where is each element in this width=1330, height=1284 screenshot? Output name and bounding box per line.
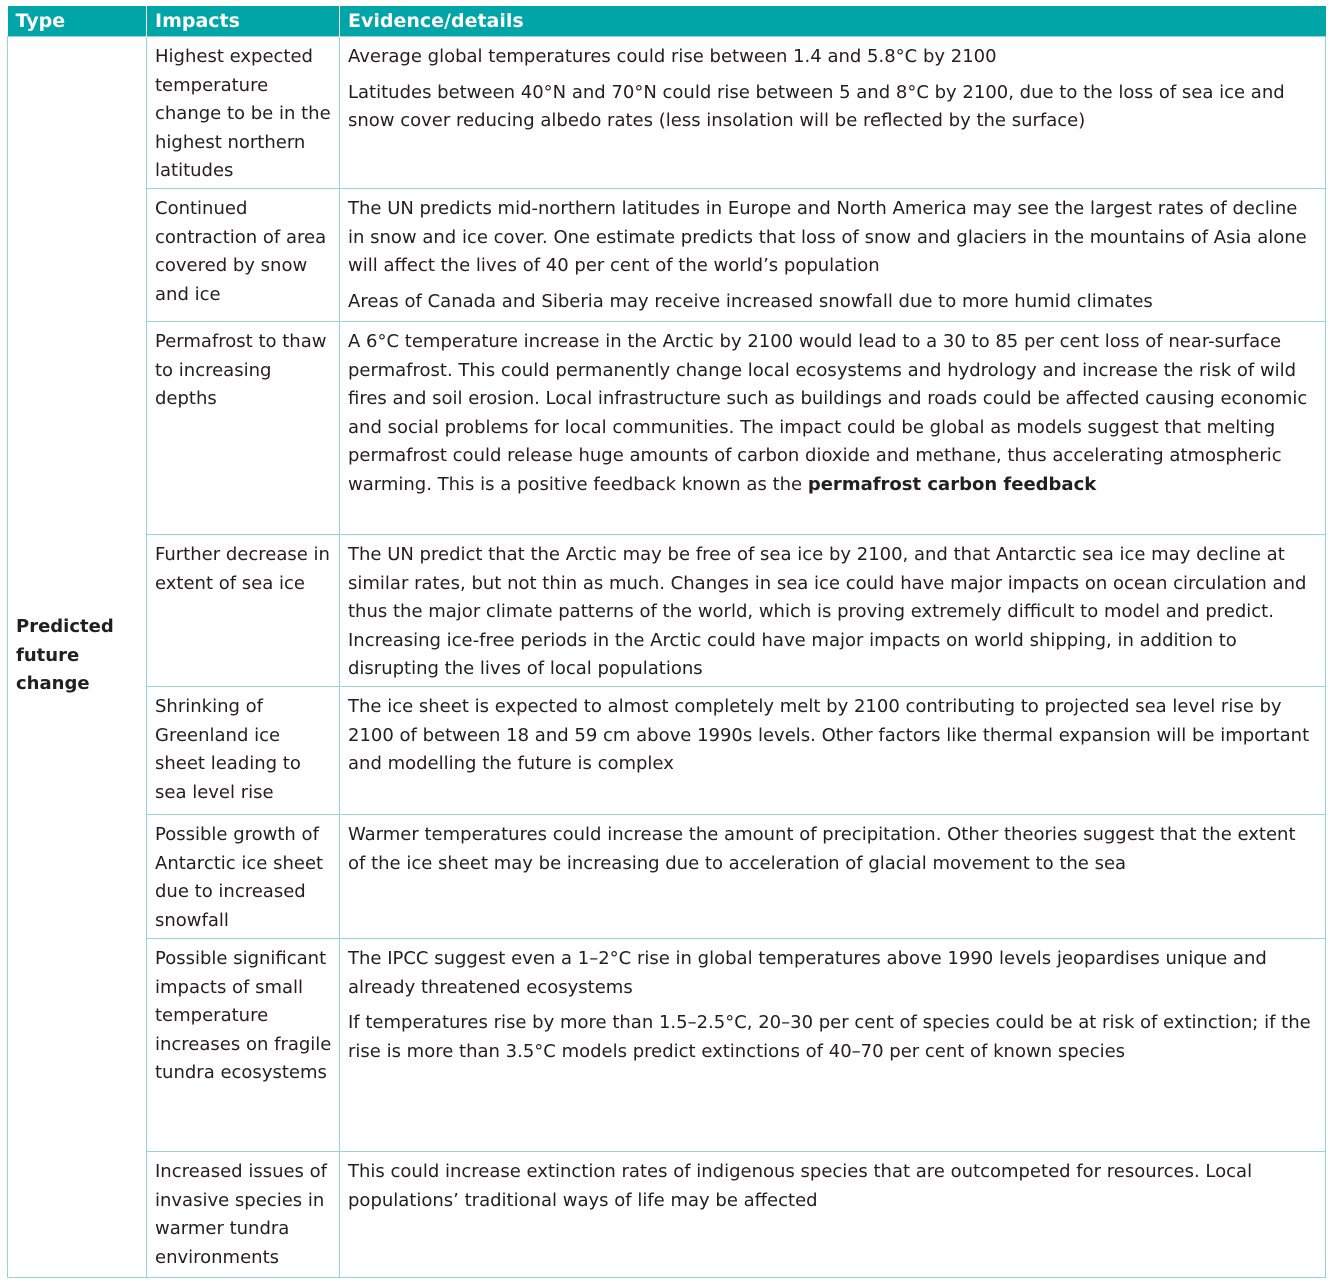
evidence-paragraph <box>348 328 1317 499</box>
table-row <box>8 939 1326 1152</box>
evidence-cell <box>340 322 1326 535</box>
table-row <box>8 535 1326 687</box>
evidence-cell <box>340 815 1326 939</box>
header-type: Type <box>8 6 147 37</box>
type-cell: Predicted future change <box>8 37 147 1278</box>
evidence-cell <box>340 189 1326 322</box>
evidence-paragraph: Latitudes between 40°N and 70°N could rise between 5 and 8°C by 2100, due to the loss of sea ice and snow cover reducing albedo rates (less insolation will be reflected by the surface) <box>348 81 1285 131</box>
evidence-paragraph: If temperatures rise by more than 1.5–2.5°C, 20–30 per cent of species could be at risk of extinction; if the rise is more than 3.5°C models predict extinctions of 40–70 per cent of known species <box>348 1012 1311 1062</box>
evidence-cell <box>340 687 1326 815</box>
table-row <box>8 687 1326 815</box>
evidence-paragraph: The ice sheet is expected to almost completely melt by 2100 contributing to projected sea level rise by 2100 of between 18 and 59 cm above 1990s levels. Other factors like thermal expansion will be important and modelling the future is complex <box>348 696 1310 774</box>
impact-cell: Continued contraction of area covered by snow and ice <box>147 189 340 322</box>
evidence-paragraph: This could increase extinction rates of indigenous species that are outcompeted for resources. Local populations’ traditional ways of life may be affected <box>348 1161 1253 1211</box>
evidence-paragraph: The IPCC suggest even a 1–2°C rise in global temperatures above 1990 levels jeopardises unique and already threatened ecosystems <box>348 948 1267 998</box>
table-row <box>8 1152 1326 1278</box>
evidence-text: A 6°C temperature increase in the Arctic by 2100 would lead to a 30 to 85 per cent loss of near-surface permafrost. This could permanently change local ecosystems and hydrology and increase the risk of wild fires and soil erosion. Local infrastructure such as buildings and roads could be affected causing economic and social problems for local communities. The impact could be global as models suggest that melting permafrost could release huge amounts of carbon dioxide and methane, thus accelerating atmospheric warming. This is a positive feedback known as the <box>348 331 1308 495</box>
evidence-paragraph: The UN predicts mid-northern latitudes in Europe and North America may see the largest rates of decline in snow and ice cover. One estimate predicts that loss of snow and glaciers in the mountains of Asia alone will affect the lives of 40 per cent of the world’s population <box>348 198 1307 276</box>
table-row <box>8 189 1326 322</box>
evidence-paragraph: Warmer temperatures could increase the amount of precipitation. Other theories suggest that the extent of the ice sheet may be increasing due to acceleration of glacial movement to the sea <box>348 824 1296 874</box>
evidence-cell <box>340 939 1326 1152</box>
table-row <box>8 322 1326 535</box>
evidence-paragraph: Average global temperatures could rise between 1.4 and 5.8°C by 2100 <box>348 46 997 67</box>
impact-cell: Shrinking of Greenland ice sheet leading to sea level rise <box>147 687 340 815</box>
key-term: permafrost carbon feedback <box>807 473 1097 495</box>
evidence-cell <box>340 535 1326 687</box>
impact-cell: Further decrease in extent of sea ice <box>147 535 340 687</box>
impact-cell: Permafrost to thaw to increasing depths <box>147 322 340 535</box>
table-row <box>8 815 1326 939</box>
impact-cell: Highest expected temperature change to be in the highest northern latitudes <box>147 37 340 189</box>
impacts-table <box>7 6 1326 1278</box>
evidence-cell <box>340 1152 1326 1278</box>
impact-cell: Increased issues of invasive species in warmer tundra environments <box>147 1152 340 1278</box>
impact-cell: Possible growth of Antarctic ice sheet due to increased snowfall <box>147 815 340 939</box>
header-row <box>8 6 1326 37</box>
evidence-paragraph: Areas of Canada and Siberia may receive increased snowfall due to more humid climates <box>348 290 1153 312</box>
header-impacts: Impacts <box>147 6 340 37</box>
impact-cell: Possible significant impacts of small temperature increases on fragile tundra ecosystems <box>147 939 340 1152</box>
evidence-paragraph: The UN predict that the Arctic may be free of sea ice by 2100, and that Antarctic sea ice may decline at similar rates, but not thin as much. Changes in sea ice could have major impacts on ocean circulation and thus the major climate patterns of the world, which is proving extremely difficult to model and predict. Increasing ice-free periods in the Arctic could have major impacts on world shipping, in addition to disrupting the lives of local populations <box>348 544 1307 679</box>
header-evidence: Evidence/details <box>340 6 1326 37</box>
evidence-cell <box>340 37 1326 189</box>
table-row <box>8 37 1326 189</box>
